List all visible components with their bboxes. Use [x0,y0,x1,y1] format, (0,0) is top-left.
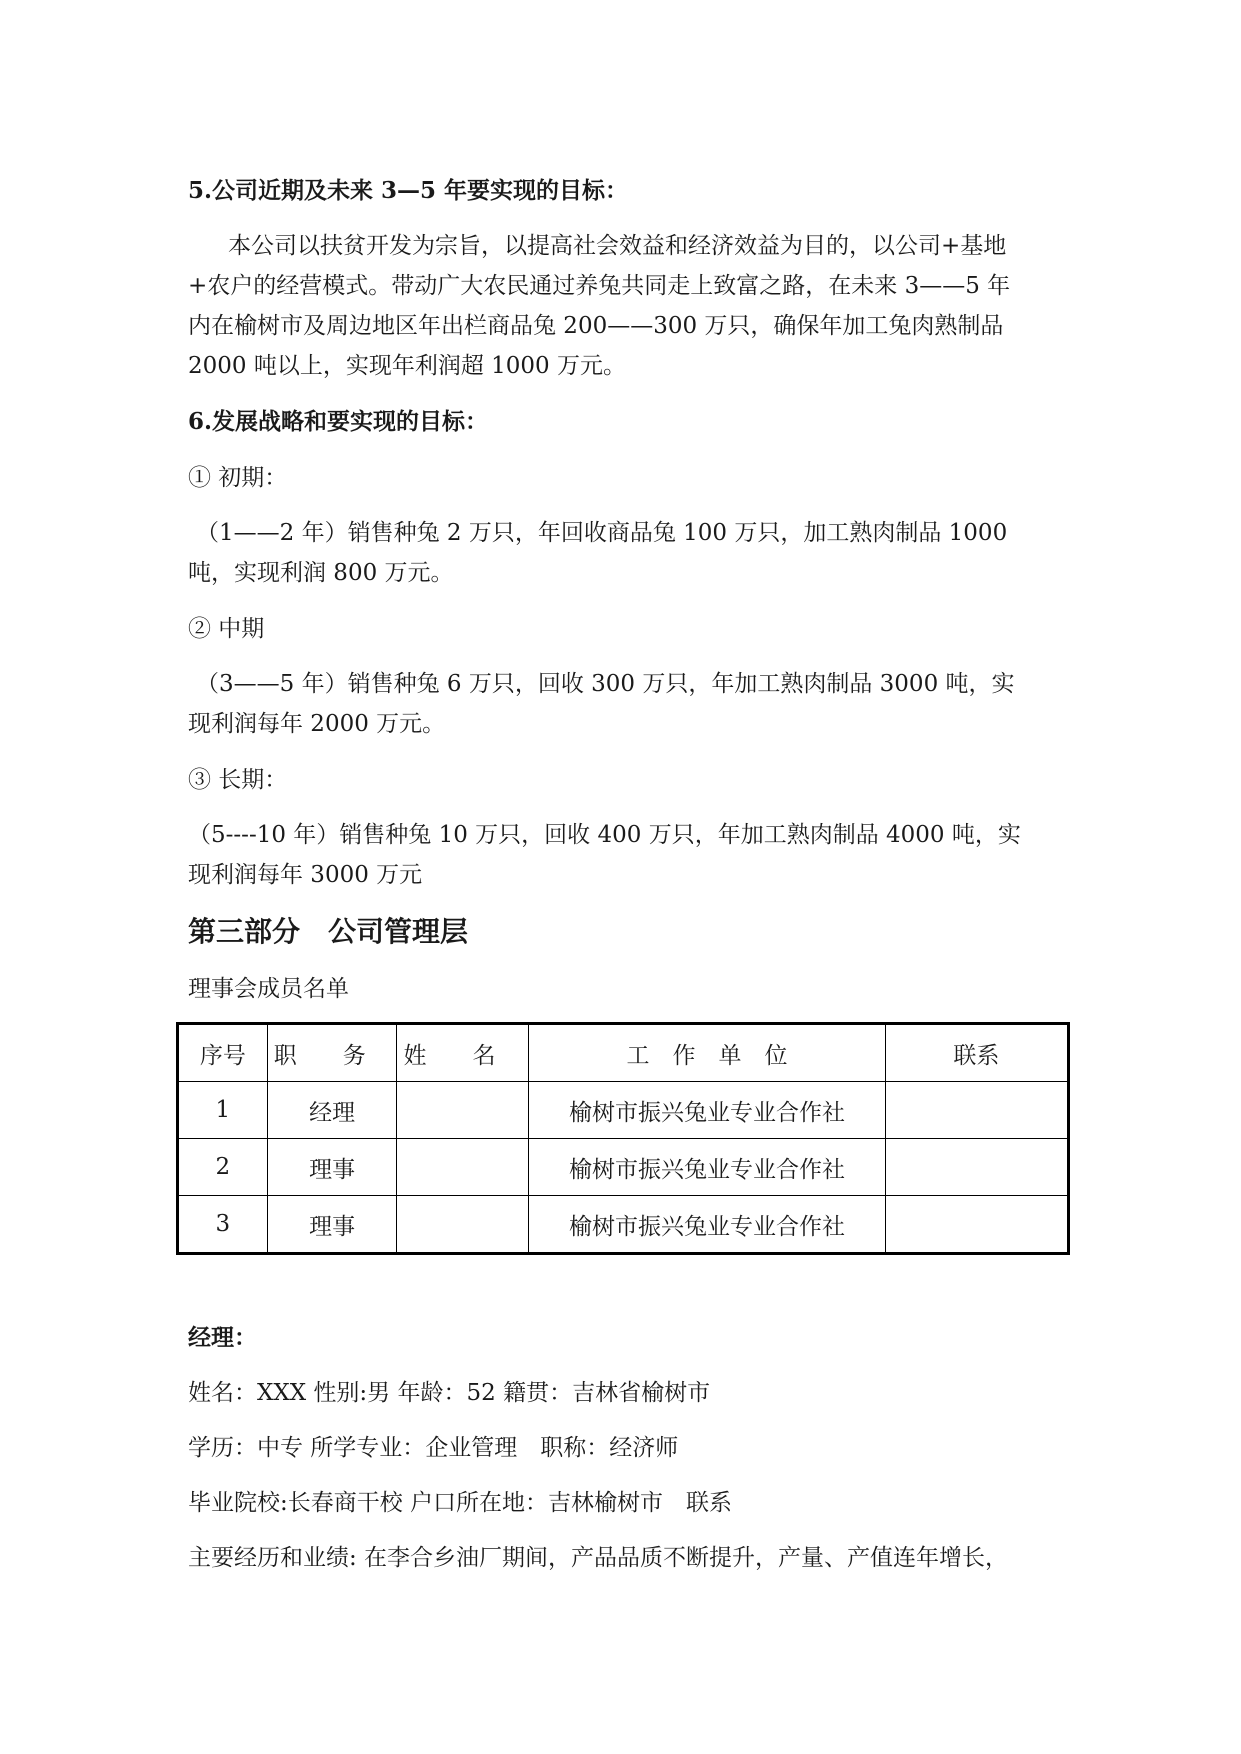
long-text-line: 现利润每年 3000 万元 [188,862,423,888]
manager-education: 学历：中专 所学专业：企业管理 职称：经济师 [188,1435,679,1461]
header-workplace: 工 作 单 位 [529,1024,885,1082]
table-row [178,1082,1069,1139]
cell-index: 1 [178,1082,268,1139]
mid-label: ② 中期 [188,616,265,642]
section5-para-line: 2000 吨以上，实现年利润超 1000 万元。 [188,353,626,379]
cell-index: 3 [178,1196,268,1254]
cell-name [397,1196,529,1254]
part3-subtitle: 理事会成员名单 [188,976,349,1002]
part3-title: 第三部分 公司管理层 [188,915,469,948]
cell-name [397,1139,529,1196]
section5-para-line: 内在榆树市及周边地区年出栏商品兔 200——300 万只，确保年加工兔肉熟制品 [188,313,1004,339]
header-index: 序号 [178,1024,268,1082]
header-position: 职 务 [267,1024,397,1082]
section5-para-line: 本公司以扶贫开发为宗旨，以提高社会效益和经济效益为目的，以公司+基地 [228,233,1007,259]
table-header-row [178,1024,1069,1082]
cell-contact [885,1082,1068,1139]
mid-text-line: （3——5 年）销售种兔 6 万只，回收 300 万只，年加工熟肉制品 3000 吨，实 [196,671,1015,697]
section6-heading: 6.发展战略和要实现的目标： [188,408,489,435]
cell-position: 经理 [267,1082,397,1139]
long-text-line: （5----10 年）销售种兔 10 万只，回收 400 万只，年加工熟肉制品 4000 吨，实 [188,822,1021,848]
council-members-table [176,1022,1070,1255]
cell-name [397,1082,529,1139]
manager-school: 毕业院校:长春商干校 户口所在地：吉林榆树市 联系 [188,1490,733,1516]
section5-heading: 5.公司近期及未来 3—5 年要实现的目标： [188,177,629,204]
early-text-line: （1——2 年）销售种兔 2 万只，年回收商品兔 100 万只，加工熟肉制品 1000 [196,520,1008,546]
cell-position: 理事 [267,1196,397,1254]
cell-index: 2 [178,1139,268,1196]
long-label: ③ 长期： [188,767,288,793]
cell-contact [885,1139,1068,1196]
table-row [178,1196,1069,1254]
early-text-line: 吨，实现利润 800 万元。 [188,560,454,586]
manager-heading: 经理： [188,1324,257,1351]
mid-text-line: 现利润每年 2000 万元。 [188,711,446,737]
cell-workplace: 榆树市振兴兔业专业合作社 [529,1082,885,1139]
manager-basic-info: 姓名：XXX 性别:男 年龄：52 籍贯：吉林省榆树市 [188,1380,711,1406]
manager-experience: 主要经历和业绩: 在李合乡油厂期间，产品品质不断提升，产量、产值连年增长， [188,1545,1009,1571]
header-name: 姓 名 [397,1024,529,1082]
table-row [178,1139,1069,1196]
cell-position: 理事 [267,1139,397,1196]
header-contact: 联系 [885,1024,1068,1082]
section5-para-line: +农户的经营模式。带动广大农民通过养兔共同走上致富之路，在未来 3——5 年 [188,273,1011,299]
cell-contact [885,1196,1068,1254]
cell-workplace: 榆树市振兴兔业专业合作社 [529,1196,885,1254]
early-label: ① 初期： [188,465,288,491]
cell-workplace: 榆树市振兴兔业专业合作社 [529,1139,885,1196]
